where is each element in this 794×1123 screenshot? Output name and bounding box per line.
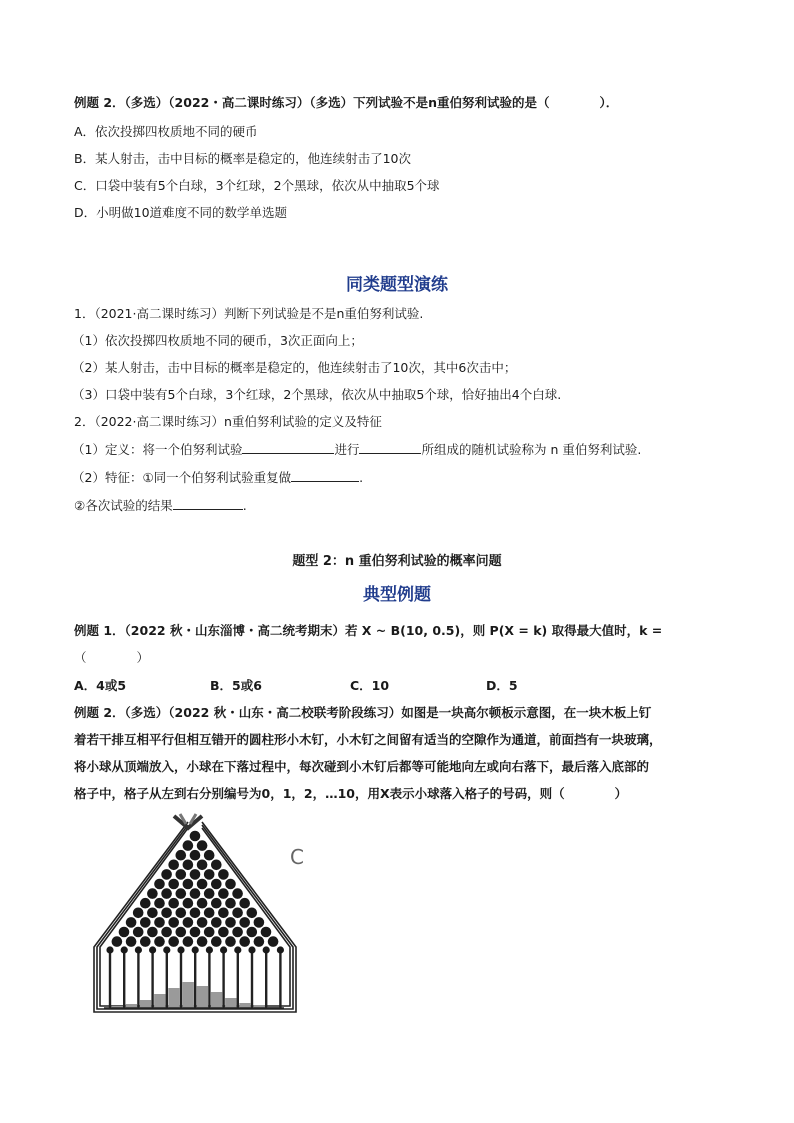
peg [204, 850, 215, 861]
ball-stack [140, 1000, 151, 1008]
def-text-a: （1）定义：将一个伯努利试验 [72, 442, 243, 457]
example2-line1: 例题 2．（多选）（2022 秋・山东・高二校联考阶段练习）如图是一块高尔顿板示意图，在一块木板上钉 [74, 705, 652, 720]
peg [211, 917, 222, 928]
blank-1[interactable] [242, 440, 334, 454]
stray-mark: C [290, 845, 304, 869]
peg [140, 898, 151, 909]
result-end: . [242, 498, 247, 513]
result-text: ②各次试验的结果 [74, 498, 173, 513]
peg [147, 927, 158, 938]
bin-peg [220, 946, 227, 953]
peg [168, 917, 179, 928]
peg [261, 927, 272, 938]
peg [211, 860, 222, 871]
option-c: C．10 [350, 678, 390, 693]
ball-stack [183, 982, 194, 1008]
bin-peg [149, 946, 156, 953]
example2-line4: 格子中，格子从左到右分别编号为0，1，2，…10，用X表示小球落入格子的号码，则（ ） [74, 786, 628, 801]
option-d: D．5 [486, 678, 518, 693]
bin-peg [135, 946, 142, 953]
q2-result [74, 496, 247, 515]
bin-peg [121, 946, 128, 953]
peg [197, 936, 208, 947]
section-title-examples: 典型例题 [363, 585, 431, 605]
peg [161, 908, 172, 919]
bin-peg [177, 946, 184, 953]
example1-paren: （ ） [74, 650, 150, 665]
peg [176, 927, 187, 938]
bin-peg [206, 946, 213, 953]
peg [190, 831, 201, 842]
peg [225, 936, 236, 947]
peg [190, 888, 201, 899]
option-b: B．某人射击，击中目标的概率是稳定的，他连续射击了10次 [74, 151, 411, 166]
option-c: C．口袋中装有5个白球，3个红球，2个黑球，依次从中抽取5个球 [74, 178, 440, 193]
peg [232, 888, 243, 899]
galton-board-pegs [112, 831, 279, 947]
galton-board-bins [104, 946, 284, 1008]
peg [218, 869, 229, 880]
peg [168, 898, 179, 909]
peg [154, 898, 165, 909]
q1-sub2: （2）某人射击，击中目标的概率是稳定的，他连续射击了10次，其中6次击中； [72, 360, 517, 375]
peg [197, 879, 208, 890]
section-title-practice: 同类题型演练 [346, 275, 448, 295]
bin-peg [106, 946, 113, 953]
bin-peg [277, 946, 284, 953]
bin-peg [263, 946, 270, 953]
peg [154, 936, 165, 947]
q2-feature [72, 468, 363, 487]
example1-stem: 例题 1．（2022 秋・山东淄博・高二统考期末）若 X ~ B(10, 0.5)，则 P(X = k) 取得最大值时，k = [74, 623, 663, 638]
peg [168, 936, 179, 947]
q2-definition [72, 440, 641, 459]
peg [183, 860, 194, 871]
peg [161, 869, 172, 880]
peg [126, 917, 137, 928]
ball-stack [168, 988, 179, 1008]
peg [218, 908, 229, 919]
ball-stack [225, 998, 236, 1008]
option-d: D．小明做10道难度不同的数学单选题 [74, 205, 288, 220]
peg [232, 927, 243, 938]
def-text-c: 所组成的随机试验称为 n 重伯努利试验. [421, 442, 642, 457]
peg [190, 850, 201, 861]
ball-stack [197, 986, 208, 1008]
peg [197, 898, 208, 909]
peg [147, 908, 158, 919]
peg [218, 888, 229, 899]
peg [176, 888, 187, 899]
peg [197, 840, 208, 851]
galton-board-figure [88, 812, 318, 1022]
feature-end: . [359, 470, 364, 485]
peg [197, 917, 208, 928]
peg [218, 927, 229, 938]
peg [247, 908, 258, 919]
peg [211, 879, 222, 890]
peg [119, 927, 130, 938]
q1-stem: 1．（2021·高二课时练习）判断下列试验是不是n重伯努利试验. [74, 306, 424, 321]
peg [247, 927, 258, 938]
peg [112, 936, 123, 947]
peg [225, 917, 236, 928]
bin-peg [163, 946, 170, 953]
feature-text: （2）特征：①同一个伯努利试验重复做 [72, 470, 292, 485]
option-a: A．依次投掷四枚质地不同的硬币 [74, 124, 258, 139]
bin-peg [192, 946, 199, 953]
peg [239, 917, 250, 928]
peg [239, 898, 250, 909]
peg [232, 908, 243, 919]
peg [183, 840, 194, 851]
peg [190, 927, 201, 938]
q2-stem: 2．（2022·高二课时练习）n重伯努利试验的定义及特征 [74, 414, 382, 429]
blank-4[interactable] [173, 496, 243, 510]
example1-options [74, 677, 518, 695]
peg [168, 860, 179, 871]
peg [154, 917, 165, 928]
peg [176, 908, 187, 919]
example2-line3: 将小球从顶端放入，小球在下落过程中，每次碰到小木钉后都等可能地向左或向右落下，最后落入底部的 [74, 759, 650, 774]
peg [204, 888, 215, 899]
option-b: B．5或6 [210, 678, 262, 693]
peg [183, 879, 194, 890]
type2-title: 题型 2：n 重伯努利试验的概率问题 [292, 554, 502, 569]
blank-2[interactable] [359, 440, 421, 454]
peg [211, 898, 222, 909]
peg [204, 908, 215, 919]
ball-stack [154, 994, 165, 1008]
peg [268, 936, 279, 947]
peg [176, 869, 187, 880]
peg [133, 908, 144, 919]
peg [183, 936, 194, 947]
bin-peg [248, 946, 255, 953]
peg [254, 936, 265, 947]
peg [147, 888, 158, 899]
peg [225, 879, 236, 890]
example2-top-stem: 例题 2．（多选）（2022・高二课时练习）（多选）下列试验不是n重伯努利试验的是（ ）． [74, 95, 619, 110]
peg [190, 908, 201, 919]
peg [140, 936, 151, 947]
peg [204, 927, 215, 938]
peg [211, 936, 222, 947]
peg [140, 917, 151, 928]
peg [183, 917, 194, 928]
blank-3[interactable] [291, 468, 359, 482]
peg [204, 869, 215, 880]
ball-stack [211, 992, 222, 1008]
bin-peg [234, 946, 241, 953]
peg [239, 936, 250, 947]
peg [133, 927, 144, 938]
peg [183, 898, 194, 909]
peg [126, 936, 137, 947]
example2-line2: 着若干排互相平行但相互错开的圆柱形小木钉，小木钉之间留有适当的空隙作为通道，前面挡有一块玻璃， [74, 732, 662, 747]
peg [161, 927, 172, 938]
peg [161, 888, 172, 899]
peg [168, 879, 179, 890]
peg [225, 898, 236, 909]
option-a: A．4或5 [74, 678, 127, 693]
peg [190, 869, 201, 880]
q1-sub1: （1）依次投掷四枚质地不同的硬币，3次正面向上； [72, 333, 363, 348]
peg [154, 879, 165, 890]
peg [254, 917, 265, 928]
peg [197, 860, 208, 871]
def-text-b: 进行 [334, 442, 360, 457]
q1-sub3: （3）口袋中装有5个白球，3个红球，2个黑球，依次从中抽取5个球，恰好抽出4个白球. [72, 387, 562, 402]
peg [176, 850, 187, 861]
